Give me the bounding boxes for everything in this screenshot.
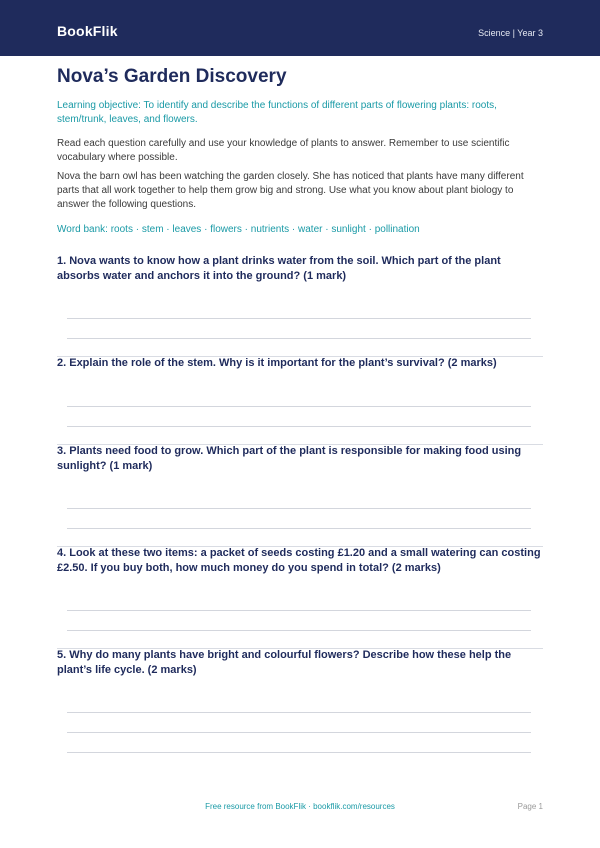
answer-line[interactable]: [67, 508, 531, 509]
page-number: Page 1: [517, 802, 543, 811]
answer-line[interactable]: [67, 406, 531, 407]
story-paragraph: Nova the barn owl has been watching the garden closely. She has noticed that plants have many different parts that all work together to help them grow big and strong. Use what you know about plant biology to answer the following questions.: [57, 171, 524, 210]
subject-year-label: Science | Year 3: [478, 28, 543, 38]
question-1: 1. Nova wants to know how a plant drinks water from the soil. Which part of the plant absorbs water and anchors it into the ground? (1 mark): [57, 255, 501, 282]
answer-line[interactable]: [67, 752, 531, 753]
answer-line[interactable]: [67, 318, 531, 319]
question-5: 5. Why do many plants have bright and colourful flowers? Describe how these help the plant’s life cycle. (2 marks): [57, 649, 512, 676]
answer-line[interactable]: [67, 610, 531, 611]
learning-objective: Learning objective: To identify and describe the functions of different parts of flowering plants: roots, stem/trunk, leaves, and flowers.: [57, 100, 497, 125]
word-bank: Word bank: roots · stem · leaves · flowers · nutrients · water · sunlight · pollination: [57, 224, 420, 235]
answer-line[interactable]: [67, 630, 531, 631]
header-bar: [0, 0, 600, 56]
question-3: 3. Plants need food to grow. Which part of the plant is responsible for making food using sunlight? (1 mark): [57, 445, 522, 472]
page-title: Nova’s Garden Discovery: [57, 66, 287, 87]
answer-line[interactable]: [67, 528, 531, 529]
question-2: 2. Explain the role of the stem. Why is it important for the plant’s survival? (2 marks): [57, 357, 497, 369]
answer-line[interactable]: [67, 426, 531, 427]
answer-line[interactable]: [67, 712, 531, 713]
answer-line[interactable]: [67, 338, 531, 339]
footer-link[interactable]: Free resource from BookFlik · bookflik.com/resources: [205, 802, 395, 811]
brand-logo-text[interactable]: BookFlik: [57, 23, 118, 39]
instructions-paragraph: Read each question carefully and use your knowledge of plants to answer. Remember to use scientific vocabulary where possible.: [57, 138, 510, 163]
question-4: 4. Look at these two items: a packet of seeds costing £1.20 and a small watering can costing £2.50. If you buy both, how much money do you spend in total? (2 marks): [57, 547, 541, 574]
answer-line[interactable]: [67, 732, 531, 733]
